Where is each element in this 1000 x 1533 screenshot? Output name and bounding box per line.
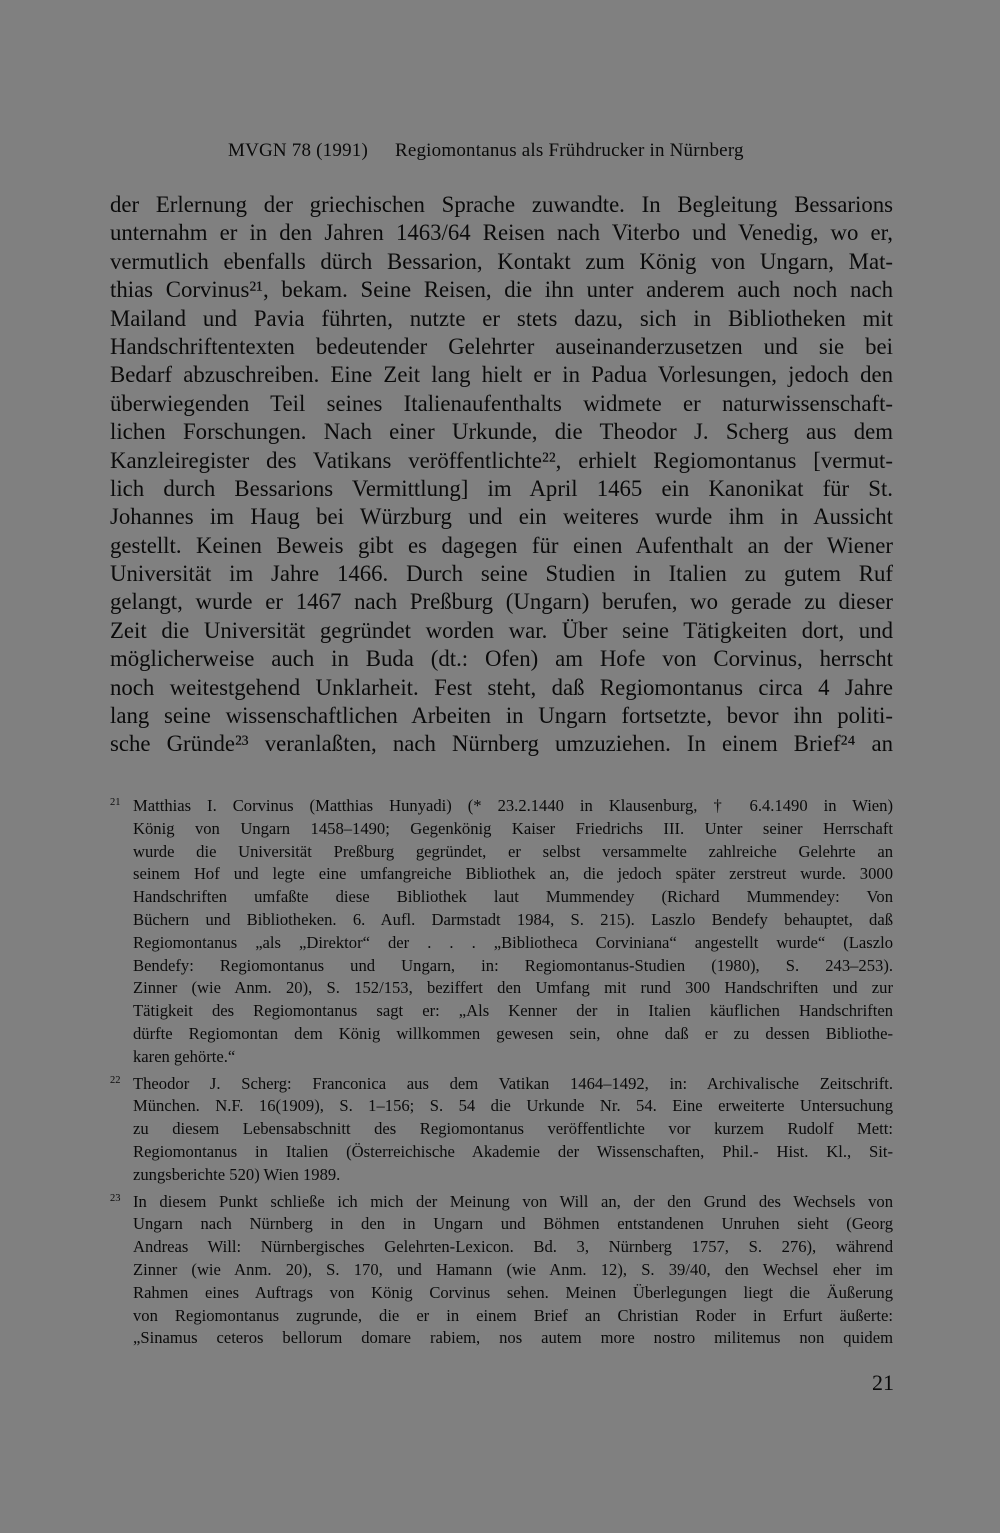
footnote-line: Tätigkeit des Regiomontanus sagt er: „Als Kenner der in Italien käuflichen Handschriften [133,1001,893,1021]
footnote-line: zungsberichte 520) Wien 1989. [133,1164,341,1184]
body-line: gestellt. Keinen Beweis gibt es dagegen für einen Aufenthalt an der Wiener [110,532,893,558]
footnote-23 [110,1191,893,1351]
body-line: lang seine wissenschaftlichen Arbeiten in Ungarn fortsetzte, bevor ihn politi- [110,703,893,729]
body-line: lichen Forschungen. Nach einer Urkunde, die Theodor J. Scherg aus dem [110,419,893,445]
body-text [110,191,893,759]
body-line: Johannes im Haug bei Würzburg und ein weiteres wurde ihm in Aussicht [110,504,893,530]
footnote-number: 21 [110,797,121,808]
footnote-line: seinem Hof und legte eine umfangreiche Bibliothek an, die jedoch später zerstreut wurde. 3000 [133,864,893,884]
footnote-21 [110,795,893,1069]
footnote-line: Ungarn nach Nürnberg in den in Ungarn und Böhmen entstandenen Unruhen sieht (Georg [133,1214,893,1234]
footnote-line: König von Ungarn 1458–1490; Gegenkönig Kaiser Friedrichs III. Unter seiner Herrschaft [133,818,893,838]
body-line: überwiegenden Teil seines Italienaufenthalts widmete er naturwissenschaft- [110,390,893,416]
body-line: lich durch Bessarions Vermittlung] im April 1465 ein Kanonikat für St. [110,475,893,501]
running-title: Regiomontanus als Frühdrucker in Nürnberg [394,140,744,161]
journal-citation: MVGN 78 (1991) [228,140,369,161]
footnote-line: von Regiomontanus zugrunde, die er in einem Brief an Christian Roder in Erfurt äußerte: [133,1305,893,1325]
body-line: unternahm er in den Jahren 1463/64 Reisen nach Viterbo und Venedig, wo er, [110,220,893,246]
body-line: Handschriftentexten bedeutender Gelehrter auseinanderzusetzen und sie bei [110,333,893,359]
footnote-line: zu diesem Lebensabschnitt des Regiomontanus veröffentlichte vor kurzem Rudolf Mett: [133,1119,893,1139]
body-line: Zeit die Universität gegründet worden war. Über seine Tätigkeiten dort, und [110,617,893,643]
body-line: vermutlich ebenfalls dürch Bessarion, Kontakt zum König von Ungarn, Mat- [110,248,893,274]
body-line: thias Corvinus²¹, bekam. Seine Reisen, die ihn unter anderem auch noch nach [110,277,893,303]
body-line: möglicherweise auch in Buda (dt.: Ofen) am Hofe von Corvinus, herrscht [110,646,893,672]
body-line: Mailand und Pavia führten, nutzte er stets dazu, sich in Bibliotheken mit [110,305,893,331]
footnote-line: Handschriften umfaßte diese Bibliothek laut Mummendey (Richard Mummendey: Von [133,887,893,907]
footnote-line: Zinner (wie Anm. 20), S. 152/153, beziffert den Umfang mit rund 300 Handschriften und zur [133,978,893,998]
footnote-line: Regiomontanus „als „Direktor“ der . . . „Bibliotheca Corviniana“ angestellt wurde“ (Laszlo [133,932,893,952]
footnote-line: Büchern und Bibliotheken. 6. Aufl. Darmstadt 1984, S. 215). Laszlo Bendefy behauptet, daß [133,909,893,929]
footnote-22 [110,1073,893,1187]
body-line: Kanzleiregister des Vatikans veröffentlichte²², erhielt Regiomontanus [vermut- [110,447,893,473]
footnote-line: karen gehörte.“ [133,1046,236,1066]
footnote-line: München. N.F. 16(1909), S. 1–156; S. 54 die Urkunde Nr. 54. Eine erweiterte Untersuchung [133,1096,893,1116]
page-number: 21 [872,1370,894,1395]
footnotes [110,795,893,1354]
body-line: Bedarf abzuschreiben. Eine Zeit lang hielt er in Padua Vorlesungen, jedoch den [110,362,893,388]
body-line: sche Gründe²³ veranlaßten, nach Nürnberg umzuziehen. In einem Brief²⁴ an [110,731,893,757]
body-line: noch weitestgehend Unklarheit. Fest steht, daß Regiomontanus circa 4 Jahre [110,674,893,700]
footnote-line: Theodor J. Scherg: Franconica aus dem Vatikan 1464–1492, in: Archivalische Zeitschrift. [133,1073,893,1093]
running-head [228,140,788,162]
footnote-line: Rahmen eines Auftrags von König Corvinus sehen. Meinen Überlegungen liegt die Äußerung [133,1282,893,1302]
body-line: der Erlernung der griechischen Sprache zuwandte. In Begleitung Bessarions [110,192,893,217]
footnote-line: Zinner (wie Anm. 20), S. 170, und Hamann (wie Anm. 12), S. 39/40, den Wechsel eher im [133,1259,893,1279]
body-line: gelangt, wurde er 1467 nach Preßburg (Ungarn) berufen, wo gerade zu dieser [110,589,893,615]
footnote-line: Matthias I. Corvinus (Matthias Hunyadi) (* 23.2.1440 in Klausenburg, † 6.4.1490 in Wien) [133,796,893,815]
footnote-line: In diesem Punkt schließe ich mich der Meinung von Will an, der den Grund des Wechsels von [133,1191,893,1211]
footnote-number: 22 [110,1074,121,1086]
footnote-line: Andreas Will: Nürnbergisches Gelehrten-Lexicon. Bd. 3, Nürnberg 1757, S. 276), während [133,1237,893,1257]
footnote-line: Bendefy: Regiomontanus und Ungarn, in: Regiomontanus-Studien (1980), S. 243–253). [133,955,893,975]
footnote-line: „Sinamus ceteros bellorum domare rabiem, nos autem more nostro militemus non quidem [133,1328,893,1348]
footnote-line: wurde die Universität Preßburg gegründet, er selbst versammelte zahlreiche Gelehrte an [133,841,893,861]
body-line: Universität im Jahre 1466. Durch seine Studien in Italien zu gutem Ruf [110,561,893,587]
footnote-number: 23 [110,1192,121,1204]
footnote-line: dürfte Regiomontan dem König willkommen gewesen sein, ohne daß er zu dessen Bibliothe- [133,1023,893,1043]
footnote-line: Regiomontanus in Italien (Österreichische Akademie der Wissenschaften, Phil.- Hist. Kl., Sit- [133,1141,893,1161]
